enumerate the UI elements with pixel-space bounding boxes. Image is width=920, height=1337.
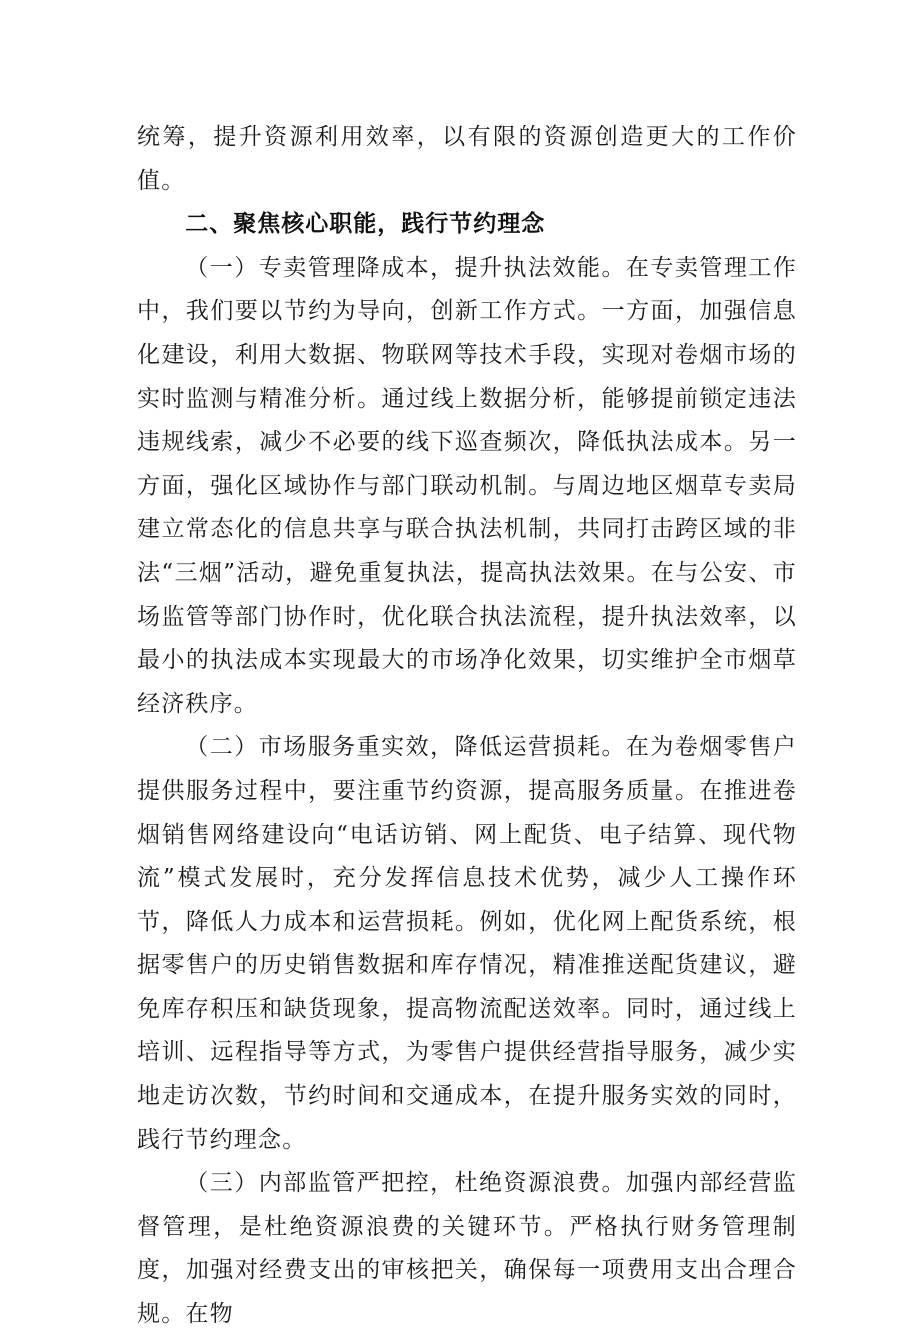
section-heading: 二、聚焦核心职能，践行节约理念 [185, 211, 546, 238]
intro-paragraph-tail: 统筹，提升资源利用效率，以有限的资源创造更大的工作价值。 [137, 124, 797, 194]
paragraph-3: （三）内部监管严把控，杜绝资源浪费。加强内部经营监督管理，是杜绝资源浪费的关键环节。严格执行财务管理制度，加强对经费支出的审核把关，确保每一项费用支出合理合规。在物 [137, 1170, 797, 1328]
paragraph-1: （一）专卖管理降成本，提升执法效能。在专卖管理工作中，我们要以节约为导向，创新工作方式。一方面，加强信息化建设，利用大数据、物联网等技术手段，实现对卷烟市场的实时监测与精准分析。通过线上数据分析，能够提前锁定违法违规线索，减少不必要的线下巡查频次，降低执法成本。另一方面，强化区域协作与部门联动机制。与周边地区烟草专卖局建立常态化的信息共享与联合执法机制，共同打击跨区域的非法“三烟”活动，避免重复执法，提高执法效果。在与公安、市场监管等部门协作时，优化联合执法流程，提升执法效率，以最小的执法成本实现最大的市场净化效果，切实维护全市烟草经济秩序。 [137, 254, 797, 717]
document-body [137, 116, 797, 1337]
paragraph-2: （二）市场服务重实效，降低运营损耗。在为卷烟零售户提供服务过程中，要注重节约资源，提高服务质量。在推进卷烟销售网络建设向“电话访销、网上配货、电子结算、现代物流”模式发展时，充分发挥信息技术优势，减少人工操作环节，降低人力成本和运营损耗。例如，优化网上配货系统，根据零售户的历史销售数据和库存情况，精准推送配货建议，避免库存积压和缺货现象，提高物流配送效率。同时，通过线上培训、远程指导等方式，为零售户提供经营指导服务，减少实地走访次数，节约时间和交通成本，在提升服务实效的同时，践行节约理念。 [137, 734, 797, 1153]
